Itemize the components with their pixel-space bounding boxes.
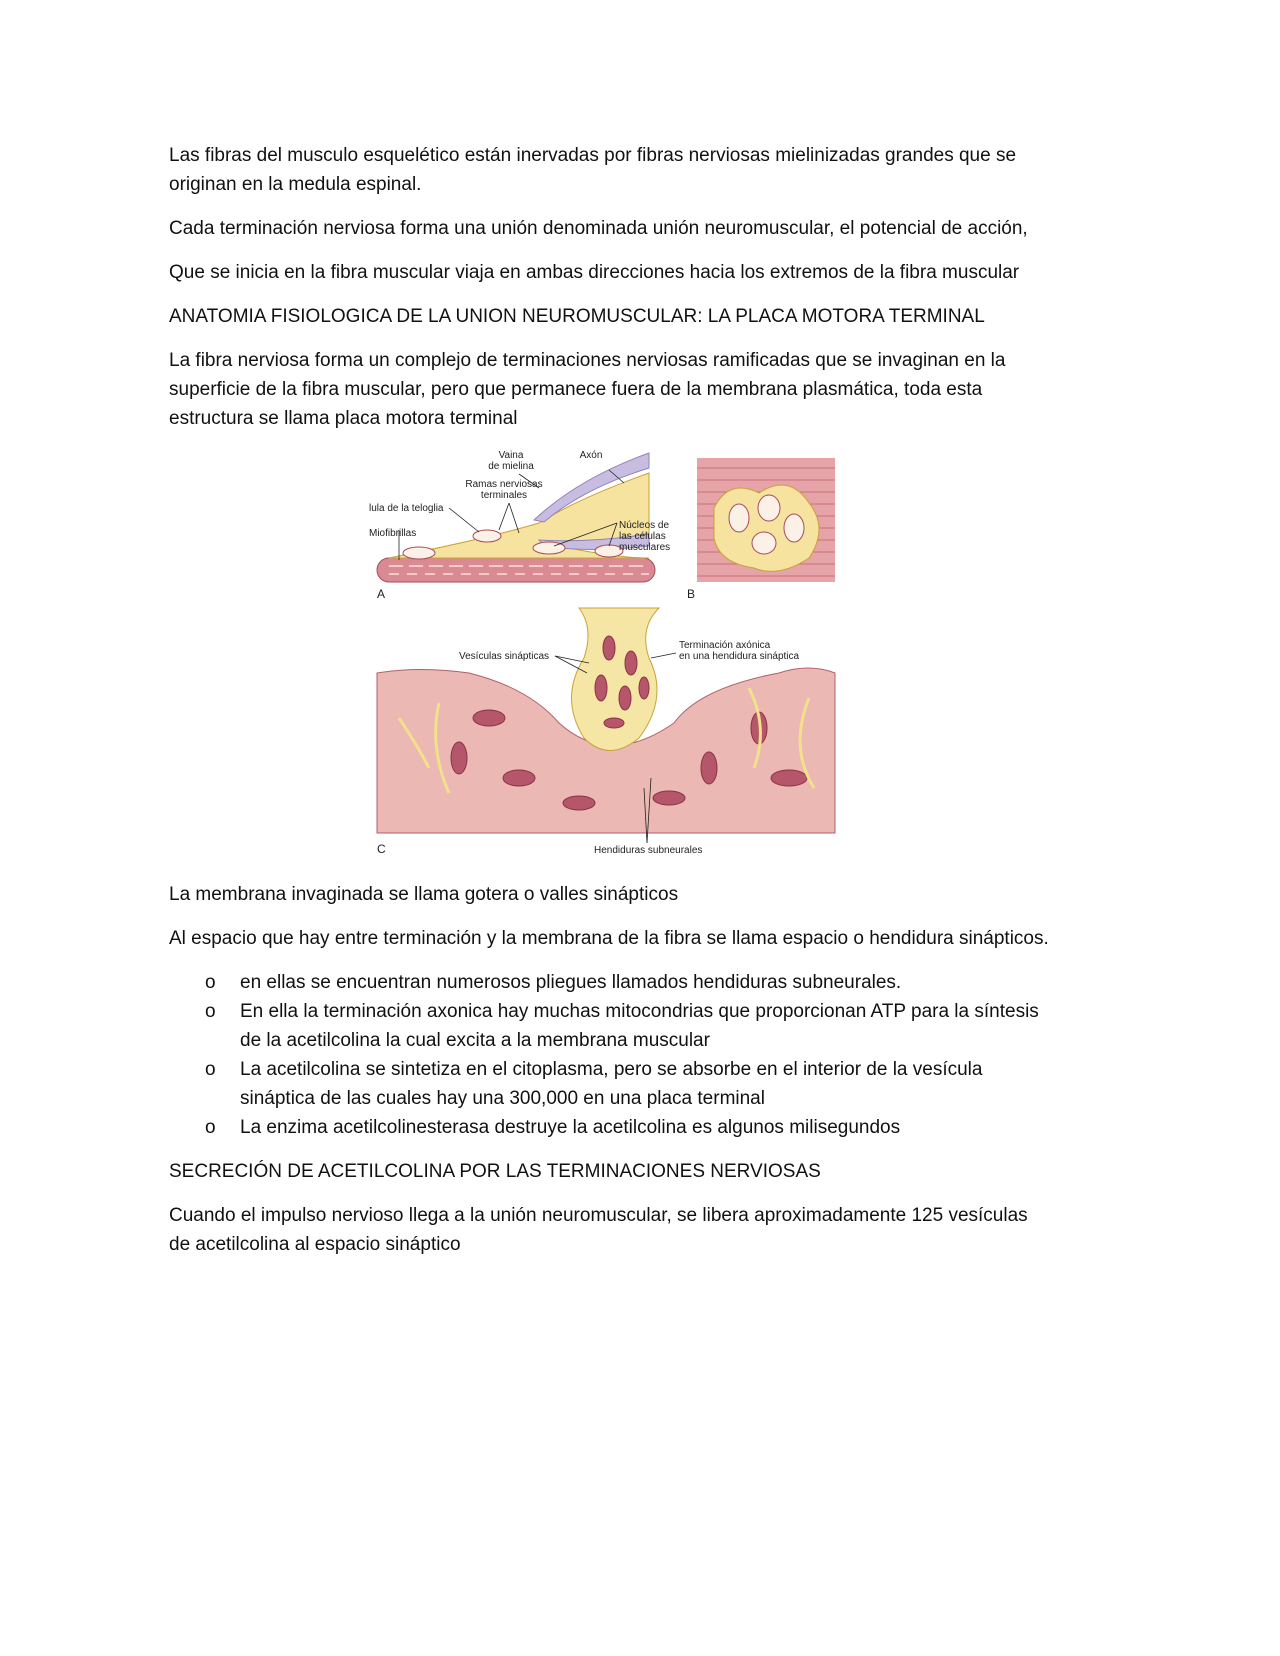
document-body bbox=[169, 141, 1049, 1274]
label-vaina: Vaina bbox=[498, 450, 524, 461]
list-item bbox=[169, 997, 1049, 1055]
section-heading: ANATOMIA FISIOLOGICA DE LA UNION NEUROMUSCULAR: LA PLACA MOTORA TERMINAL bbox=[169, 306, 985, 327]
label-teloglia: lula de la teloglia bbox=[369, 503, 444, 514]
paragraph: Al espacio que hay entre terminación y la membrana de la fibra se llama espacio o hendidura sinápticos. bbox=[169, 928, 1049, 949]
bullet-icon: o bbox=[205, 1001, 216, 1022]
panel-c-drawing bbox=[377, 608, 835, 856]
paragraph: Cada terminación nerviosa forma una unión denominada unión neuromuscular, el potencial de acción, bbox=[169, 218, 1028, 239]
list-item-text: en ellas se encuentran numerosos pliegues llamados hendiduras subneurales. bbox=[240, 972, 902, 993]
paragraph: La fibra nerviosa forma un complejo de terminaciones nerviosas ramificadas que se invaginan en la superficie de la fibra muscular, pero que permanece fuera de la membrana plasmática, toda esta estructura se llama placa motora terminal bbox=[169, 350, 1006, 429]
panel-a-drawing bbox=[369, 450, 670, 601]
section-heading: SECRECIÓN DE ACETILCOLINA POR LAS TERMINACIONES NERVIOSAS bbox=[169, 1161, 821, 1182]
figure-illustration bbox=[369, 448, 839, 858]
panel-c-label: C bbox=[377, 842, 386, 856]
list-item bbox=[169, 968, 1049, 997]
label-terminacion: Terminación axónica bbox=[679, 640, 771, 651]
label-vaina-2: de mielina bbox=[488, 461, 534, 472]
panel-b-label: B bbox=[687, 587, 696, 601]
list-item-text: En ella la terminación axonica hay muchas mitocondrias que proporcionan ATP para la síntesis de la acetilcolina la cual excita a la membrana muscular bbox=[240, 1001, 1039, 1051]
bullet-list bbox=[169, 968, 1049, 1142]
list-item bbox=[169, 1113, 1049, 1142]
bullet-icon: o bbox=[205, 1117, 216, 1138]
paragraph: Cuando el impulso nervioso llega a la unión neuromuscular, se libera aproximadamente 125 vesículas de acetilcolina al espacio sináptico bbox=[169, 1205, 1028, 1255]
paragraph: Que se inicia en la fibra muscular viaja en ambas direcciones hacia los extremos de la fibra muscular bbox=[169, 262, 1020, 283]
list-item-text: La enzima acetilcolinesterasa destruye la acetilcolina es algunos milisegundos bbox=[240, 1117, 901, 1138]
paragraph: La membrana invaginada se llama gotera o valles sinápticos bbox=[169, 884, 679, 905]
label-ramas: Ramas nerviosas bbox=[465, 479, 543, 490]
label-axon: Axón bbox=[579, 450, 603, 461]
label-nucleos-3: musculares bbox=[619, 542, 671, 553]
bullet-icon: o bbox=[205, 1059, 216, 1080]
label-hendiduras: Hendiduras subneurales bbox=[594, 845, 703, 856]
neuromuscular-junction-figure bbox=[169, 448, 1049, 868]
label-miofibrillas: Miofibrillas bbox=[369, 528, 417, 539]
list-item bbox=[169, 1055, 1049, 1113]
paragraph: Las fibras del musculo esquelético están inervadas por fibras nerviosas mielinizadas grandes que se originan en la medula espinal. bbox=[169, 145, 1017, 195]
label-vesiculas: Vesículas sinápticas bbox=[459, 651, 550, 662]
label-nucleos: Núcleos de bbox=[619, 520, 670, 531]
bullet-icon: o bbox=[205, 972, 216, 993]
label-nucleos-2: las células bbox=[619, 531, 666, 542]
panel-b-drawing bbox=[687, 458, 835, 601]
panel-a-label: A bbox=[377, 587, 386, 601]
label-terminacion-2: en una hendidura sináptica bbox=[679, 651, 800, 662]
label-ramas-2: terminales bbox=[480, 490, 528, 501]
list-item-text: La acetilcolina se sintetiza en el citoplasma, pero se absorbe en el interior de la vesícula sináptica de las cuales hay una 300,000 en una placa terminal bbox=[240, 1059, 983, 1109]
